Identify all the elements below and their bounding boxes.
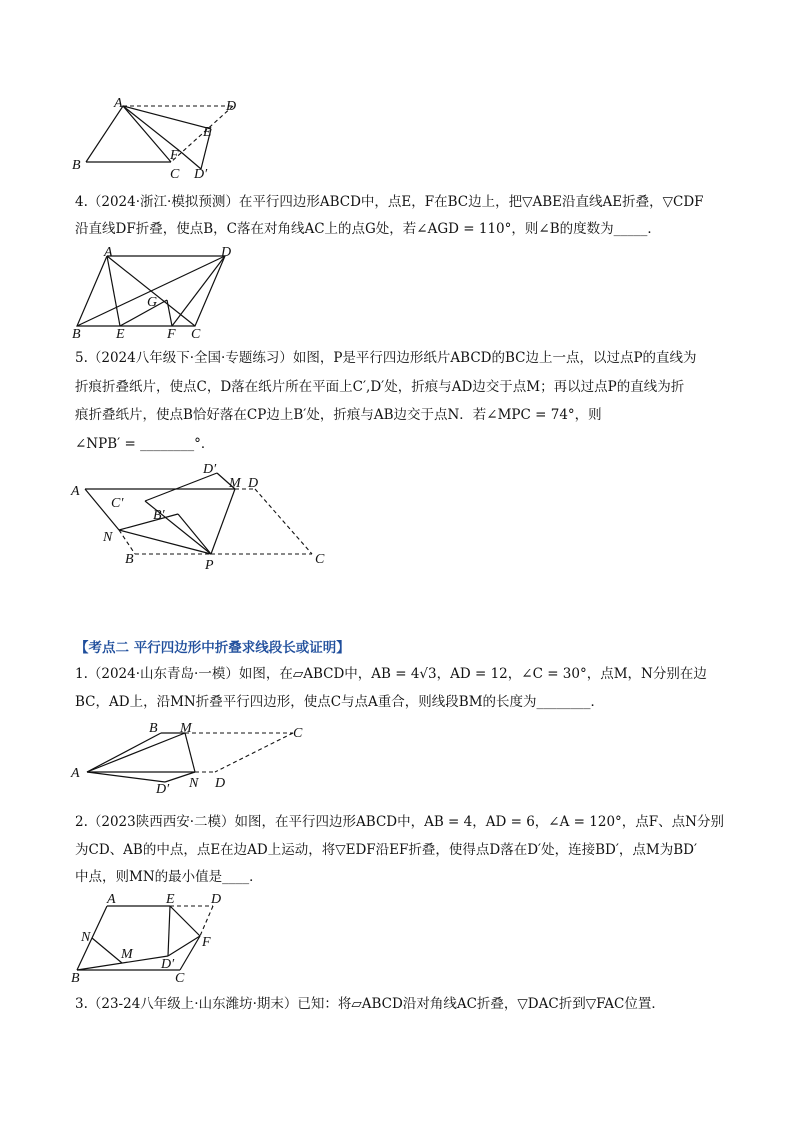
label-E: E bbox=[116, 327, 125, 342]
label-E: E bbox=[203, 125, 212, 140]
label-B-prime: B′ bbox=[153, 508, 165, 523]
label-F: F bbox=[167, 327, 176, 342]
label-B: B bbox=[125, 552, 134, 567]
q4-line2: 沿直线DF折叠，使点B，C落在对角线AC上的点G处，若∠AGD = 110°，则∠B的度数为_____． bbox=[75, 221, 661, 237]
label-C: C bbox=[293, 726, 303, 741]
s2q2-line1: 2.（2023陕西西安·二模）如图，在平行四边形ABCD中，AB = 4，AD = 6，∠A = 120°，点F、点N分别 bbox=[75, 814, 724, 830]
label-B: B bbox=[71, 971, 80, 986]
q5-line1: 5.（2024八年级下·全国·专题练习）如图，P是平行四边形纸片ABCD的BC边上一点，以过点P的直线为 bbox=[75, 350, 697, 366]
label-D-prime: D′ bbox=[156, 782, 170, 797]
s2q3-line1: 3.（23-24八年级上·山东潍坊·期末）已知：将▱ABCD沿对角线AC折叠，▽DAC折到▽FAC位置． bbox=[75, 996, 665, 1012]
label-A: A bbox=[104, 245, 113, 260]
label-P: P bbox=[205, 558, 214, 573]
figure-q4 bbox=[70, 245, 240, 343]
label-D: D bbox=[215, 776, 226, 791]
label-C-prime: C′ bbox=[111, 496, 124, 511]
label-C: C bbox=[315, 552, 325, 567]
label-F: F bbox=[170, 148, 179, 163]
s2q1-line2: BC，AD上，沿MN折叠平行四边形，使点C与点A重合，则线段BM的长度为________． bbox=[75, 694, 605, 710]
label-N: N bbox=[103, 530, 113, 545]
label-E: E bbox=[166, 892, 175, 907]
label-D: D bbox=[226, 99, 237, 114]
figure-s2q1 bbox=[65, 715, 325, 795]
s2q2-line3: 中点，则MN的最小值是____． bbox=[75, 869, 263, 885]
label-A: A bbox=[71, 766, 80, 781]
q5-line2: 折痕折叠纸片，使点C，D落在纸片所在平面上C′,D′处，折痕与AD边交于点M；再以过点P的直线为折 bbox=[75, 379, 685, 395]
label-B: B bbox=[72, 158, 81, 173]
label-C: C bbox=[170, 167, 180, 182]
label-D-prime: D′ bbox=[203, 462, 217, 477]
label-N: N bbox=[81, 930, 91, 945]
s2q1-line1: 1.（2024·山东青岛·一模）如图，在▱ABCD中，AB = 4√3，AD = 12，∠C = 30°，点M，N分别在边 bbox=[75, 666, 707, 682]
label-G: G bbox=[147, 295, 158, 310]
label-C: C bbox=[191, 327, 201, 342]
label-F: F bbox=[202, 935, 211, 950]
label-M: M bbox=[229, 476, 241, 491]
label-D: D bbox=[221, 245, 232, 260]
section-title: 【考点二 平行四边形中折叠求线段长或证明】 bbox=[75, 640, 350, 656]
label-B: B bbox=[72, 327, 81, 342]
label-D-prime: D′ bbox=[194, 167, 208, 182]
label-D-prime: D′ bbox=[161, 957, 175, 972]
q4-line1: 4.（2024·浙江·模拟预测）在平行四边形ABCD中，点E，F在BC边上，把▽ABE沿直线AE折叠，▽CDF bbox=[75, 194, 704, 210]
q5-line4: ∠NPB′ = ________°． bbox=[75, 436, 215, 452]
label-D: D bbox=[211, 892, 222, 907]
label-C: C bbox=[175, 971, 185, 986]
label-M: M bbox=[121, 947, 133, 962]
q5-line3: 痕折叠纸片，使点B恰好落在CP边上B′处，折痕与AB边交于点N．若∠MPC = 74°，则 bbox=[75, 407, 602, 423]
label-B: B bbox=[149, 721, 158, 736]
s2q2-line2: 为CD、AB的中点，点E在边AD上运动，将▽EDF沿EF折叠，使得点D落在D′处，连接BD′，点M为BD′ bbox=[75, 842, 698, 858]
label-A: A bbox=[107, 892, 116, 907]
label-D: D bbox=[248, 476, 259, 491]
figure-s2q2 bbox=[65, 888, 245, 988]
label-N: N bbox=[189, 776, 199, 791]
label-M: M bbox=[180, 721, 192, 736]
figure-fold-top bbox=[70, 95, 250, 185]
label-A: A bbox=[71, 484, 80, 499]
label-A: A bbox=[114, 96, 123, 111]
figure-q5 bbox=[65, 455, 345, 575]
